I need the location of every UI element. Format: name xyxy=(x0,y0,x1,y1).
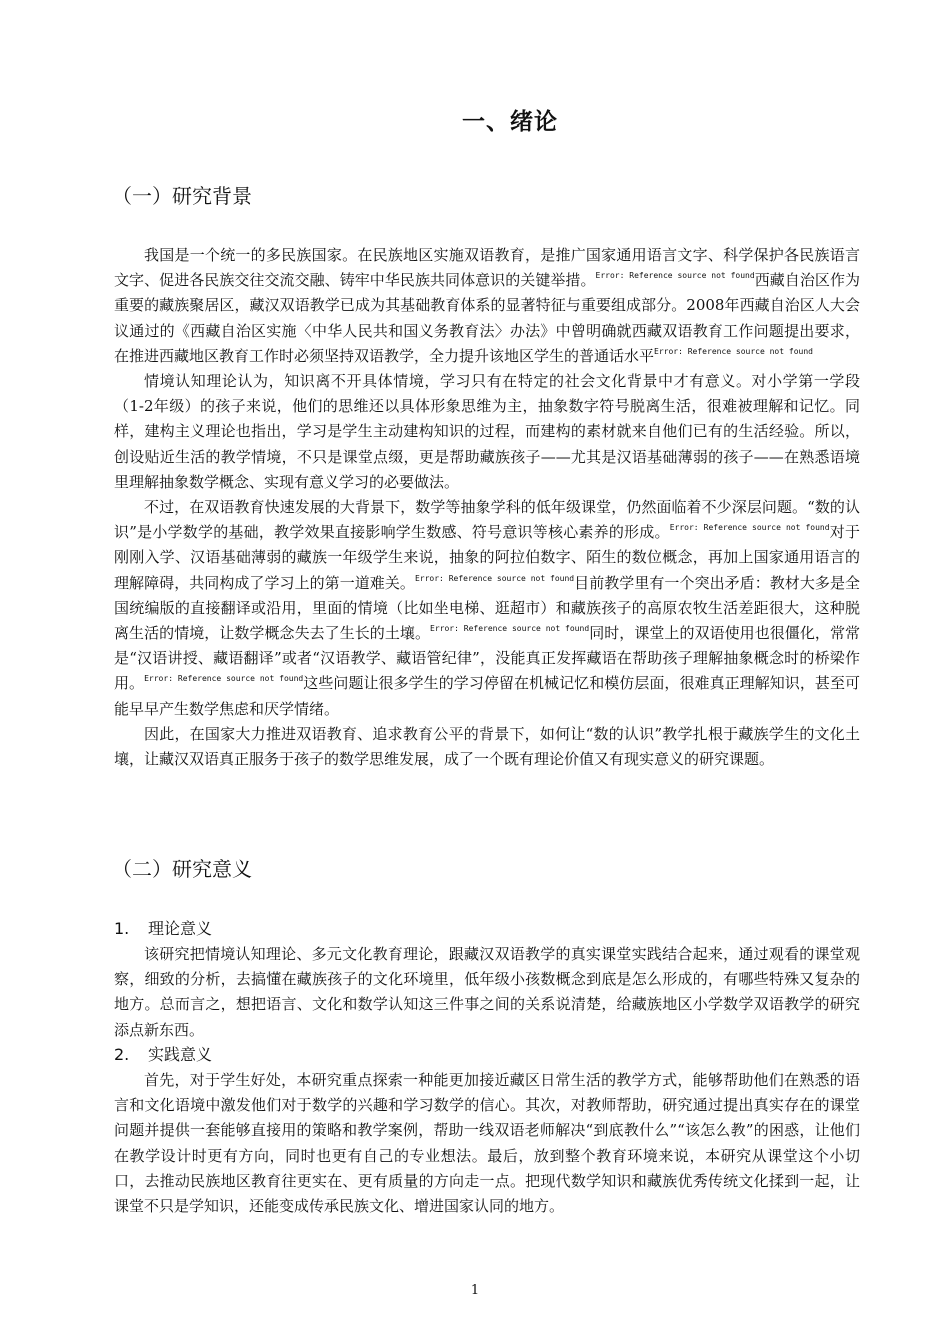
paragraph-practical: 首先，对于学生好处，本研究重点探索一种能更加接近藏区日常生活的教学方式，能够帮助他们在熟悉的语言和文化语境中激发他们对于数学的兴趣和学习数学的信心。其次，对教师帮助，研究通过提出真实存在的课堂问题并提供一套能够直接用的策略和教学案例，帮助一线双语老师解决“到底教什么”“该怎么教”的困惑，让他们在教学设计时更有方向，同时也更有自己的专业想法。最后，放到整个教育环境来说，本研究从课堂这个小切口，去推动民族地区教育往更实在、更有质量的方向走一点。把现代数学知识和藏族优秀传统文化揉到一起，让课堂不只是学知识，还能变成传承民族文化、增进国家认同的地方。 xyxy=(114,1071,860,1216)
reference-error: Error: Reference source not found xyxy=(595,271,755,281)
reference-error: Error: Reference source not found xyxy=(430,624,590,634)
section-heading-significance: （二）研究意义 xyxy=(112,857,252,881)
paragraph-theoretical: 该研究把情境认知理论、多元文化教育理论，跟藏汉双语教学的真实课堂实践结合起来，通过观看的课堂观察，细致的分析，去搞懂在藏族孩子的文化环境里，低年级小孩数概念到底是怎么形成的，有哪些特殊又复杂的地方。总而言之，想把语言、文化和数学认知这三件事之间的关系说清楚，给藏族地区小学数学双语教学的研究添点新东西。 xyxy=(114,945,860,1039)
paragraph-2: 情境认知理论认为，知识离不开具体情境，学习只有在特定的社会文化背景中才有意义。对小学第一学段（1-2年级）的孩子来说，他们的思维还以具体形象思维为主，抽象数字符号脱离生活，很难被理解和记忆。同样，建构主义理论也指出，学习是学生主动建构知识的过程，而建构的素材就来自他们已有的生活经验。所以，创设贴近生活的教学情境，不只是课堂点缀，更是帮助藏族孩子——尤其是汉语基础薄弱的孩子——在熟悉语境里理解抽象数学概念、实现有意义学习的必要做法。 xyxy=(114,372,860,491)
section-heading-background: （一）研究背景 xyxy=(112,184,252,208)
paragraph-1: 我国是一个统一的多民族国家。在民族地区实施双语教育，是推广国家通用语言文字、科学保护各民族语言文字、促进各民族交往交流交融、铸牢中华民族共同体意识的关键举措。$^{Error: Reference source not found}$西藏自治区作为重要的藏族聚居区，藏汉双语教学已成为其基础教育体系的显著特征与重要组成部分。2008年西藏自治区人大会议通过的《西藏自治区实施〈中华人民共和国义务教育法〉办法》中曾明确就西藏双语教育工作问题提出要求，在推进西藏地区教育工作时必须坚持双语教学，全力提升该地区学生的普通话水平$^{Error: Reference source not found}$ xyxy=(114,246,860,365)
paragraph-4: 因此，在国家大力推进双语教育、追求教育公平的背景下，如何让“数的认识”教学扎根于藏族学生的文化土壤，让藏汉双语真正服务于孩子的数学思维发展，成了一个既有理论价值又有现实意义的研究课题。 xyxy=(114,724,860,769)
chapter-title: 一、绪论 xyxy=(462,109,558,135)
subheading-practical xyxy=(114,1042,212,1065)
theoretical-body xyxy=(114,942,860,1043)
reference-error: Error: Reference source not found xyxy=(414,573,575,583)
practical-body xyxy=(114,1068,860,1219)
subheading-theoretical xyxy=(114,916,212,939)
subheading-number: 2. xyxy=(114,1045,130,1064)
reference-error: Error: Reference source not found xyxy=(669,523,830,533)
background-body xyxy=(114,243,860,772)
subheading-title: 理论意义 xyxy=(148,919,213,938)
subheading-number: 1. xyxy=(114,919,130,938)
reference-error: Error: Reference source not found xyxy=(144,674,304,684)
reference-error: Error: Reference source not found xyxy=(654,346,813,356)
subheading-title: 实践意义 xyxy=(148,1045,213,1064)
paragraph-3: 不过，在双语教育快速发展的大背景下，数学等抽象学科的低年级课堂，仍然面临着不少深层问题。“数的认识”是小学数学的基础，教学效果直接影响学生数感、符号意识等核心素养的形成。$^{Error: Reference source not found}$对于刚刚入学、汉语基础薄弱的藏族一年级学生来说，抽象的阿拉伯数字、陌生的数位概念，再加上国家通用语言的理解障碍，共同构成了学习上的第一道难关。$^{Error: Reference source not found}$目前教学里有一个突出矛盾：教材大多是全国统编版的直接翻译或沿用，里面的情境（比如坐电梯、逛超市）和藏族孩子的高原农牧生活差距很大，这种脱离生活的情境，让数学概念失去了生长的土壤。$^{Error: Reference source not found}$同时，课堂上的双语使用也很僵化，常常是“汉语讲授、藏语翻译”或者“汉语教学、藏语管纪律”，没能真正发挥藏语在帮助孩子理解抽象概念时的桥梁作用。$^{Error: Reference source not found}$这些问题让很多学生的学习停留在机械记忆和模仿层面，很难真正理解知识，甚至可能早早产生数学焦虑和厌学情绪。 xyxy=(114,498,860,718)
page-number: 1 xyxy=(470,1283,480,1298)
